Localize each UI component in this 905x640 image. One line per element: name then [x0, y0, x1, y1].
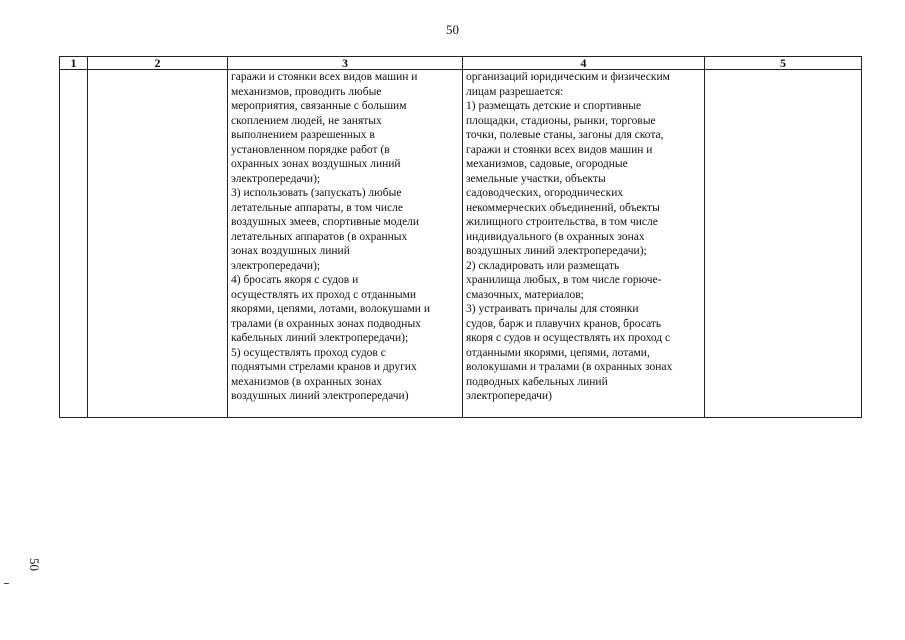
margin-tick	[4, 583, 9, 584]
header-col-5: 5	[705, 57, 862, 70]
cell-col-5	[705, 70, 862, 418]
page-number-top: 50	[446, 22, 459, 37]
page-number-side: 50	[27, 558, 42, 571]
cell-col-3-restrictions: гаражи и стоянки всех видов машин и механизмов, проводить любые мероприятия, связанные с большим скоплением людей, не занятых выполнением разрешенных в установленном порядке работ (в охранных зонах воздушных линий электропередачи); 3) использовать (запускать) любые летательные аппараты, в том числе воздушных змеев, спортивные модели летательных аппаратов (в охранных зонах воздушных линий электропередачи); 4) бросать якоря с судов и осуществлять их проход с отданными якорями, цепями, лотами, волокушами и тралами (в охранных зонах подводных кабельных линий электропередачи); 5) осуществлять проход судов с поднятыми стрелами кранов и других механизмов (в охранных зонах воздушных линий электропередачи)	[228, 70, 463, 418]
header-col-1: 1	[60, 57, 88, 70]
cell-col-2	[88, 70, 228, 418]
cell-col-1	[60, 70, 88, 418]
header-col-4: 4	[463, 57, 705, 70]
header-col-2: 2	[88, 57, 228, 70]
table-header-row	[60, 57, 862, 70]
cell-col-4-permissions: организаций юридическим и физическим лицам разрешается: 1) размещать детские и спортивные площадки, стадионы, рынки, торговые точки, полевые станы, загоны для скота, гаражи и стоянки всех видов машин и механизмов, садовые, огородные земельные участки, объекты садоводческих, огороднических некоммерческих объединений, объекты жилищного строительства, в том числе индивидуального (в охранных зонах воздушных линий электропередачи); 2) складировать или размещать хранилища любых, в том числе горюче- смазочных, материалов; 3) устраивать причалы для стоянки судов, барж и плавучих кранов, бросать якоря с судов и осуществлять их проход с отданными якорями, цепями, лотами, волокушами и тралами (в охранных зонах подводных кабельных линий электропередачи)	[463, 70, 705, 418]
header-col-3: 3	[228, 57, 463, 70]
document-table	[59, 56, 862, 418]
table-row	[60, 70, 862, 418]
